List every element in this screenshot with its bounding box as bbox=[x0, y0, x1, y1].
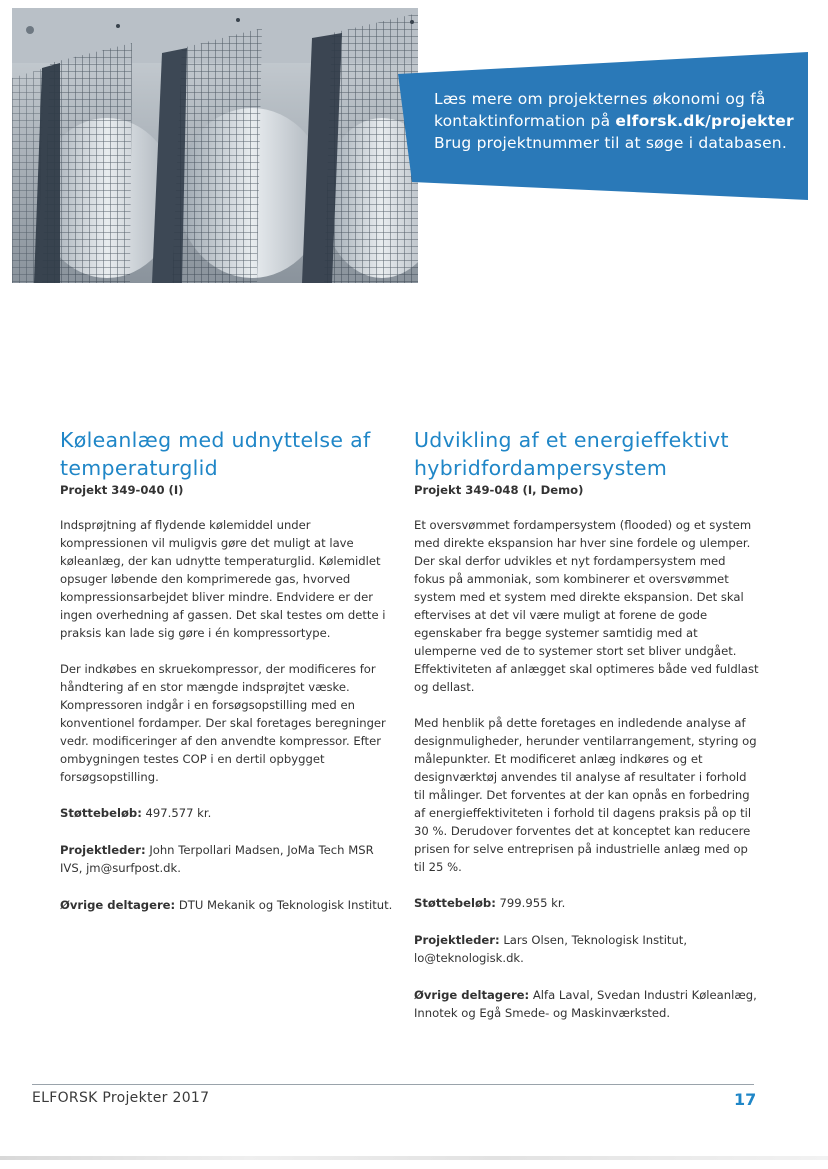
project-number: Projekt 349-040 (I) bbox=[60, 483, 184, 497]
others-label: Øvrige deltagere: bbox=[60, 898, 176, 912]
paragraph-1: Indsprøjtning af flydende kølemiddel under kompressionen vil muligvis gøre det muligt at lave køleanlæg, der kan udnytte temperaturglid. Kølemidlet opsuger løbende den komprimerede gas, hvorved kompressionsarbejdet bliver mindre. Endvidere er der ingen overhedning af gassen. Det skal testes om dette i praksis kan lade sig gøre i én kompressortype. bbox=[60, 518, 386, 640]
support-value: 799.955 kr. bbox=[499, 896, 566, 910]
support-amount bbox=[60, 804, 395, 822]
project-number: Projekt 349-048 (I, Demo) bbox=[414, 483, 584, 497]
others-value: DTU Mekanik og Teknologisk Institut. bbox=[178, 898, 393, 912]
article-title-line-2: hybridfordampersystem bbox=[414, 456, 668, 480]
article-body bbox=[414, 516, 759, 876]
article-title bbox=[60, 426, 395, 482]
info-banner bbox=[398, 52, 808, 200]
project-leader bbox=[414, 931, 759, 967]
scan-edge bbox=[0, 1156, 828, 1160]
paragraph-2: Der indkøbes en skruekompressor, der modificeres for håndtering af en stor mængde indsprøjtet væske. Kompressoren indgår i en forsøgsopstilling med en konventionel fordamper. Der skal foretages beregninger vedr. modificeringer af den anvendte kompressor. Efter ombygningen testes COP i en dertil opbygget forsøgsopstilling. bbox=[60, 662, 386, 784]
article-title-line-1: Udvikling af et energieffektivt bbox=[414, 428, 729, 452]
banner-line-2 bbox=[434, 110, 804, 132]
article-title-line-1: Køleanlæg med udnyttelse af bbox=[60, 428, 371, 452]
other-participants bbox=[60, 896, 395, 914]
support-amount bbox=[414, 894, 759, 912]
page-number: 17 bbox=[734, 1090, 757, 1109]
others-value: Alfa Laval, Svedan Industri Køleanlæg, Innotek og Egå Smede- og Maskinværksted. bbox=[414, 988, 757, 1020]
elforsk-link[interactable]: elforsk.dk/projekter bbox=[615, 112, 794, 130]
footer-divider bbox=[32, 1084, 754, 1085]
support-label: Støttebeløb: bbox=[414, 896, 496, 910]
article-body bbox=[60, 516, 395, 786]
leader-label: Projektleder: bbox=[60, 843, 146, 857]
paragraph-1: Et oversvømmet fordampersystem (flooded) og et system med direkte ekspansion har hver sine fordele og ulemper. Der skal derfor udvikles et nyt fordampersystem med fokus på ammoniak, som kombinerer et oversvømmet system med et system med direkte ekspansion. Det skal eftervises at det vil være muligt at forene de gode egenskaber fra begge systemer samtidig med at ulemperne ved de to systemer stort set bliver undgået. Effektiviteten af anlægget skal optimeres både ved fuldlast og dellast. bbox=[414, 518, 759, 694]
banner-text bbox=[434, 88, 804, 154]
other-participants bbox=[414, 986, 759, 1022]
evaporator-fans-illustration bbox=[12, 8, 418, 283]
publication-name: ELFORSK Projekter 2017 bbox=[32, 1090, 210, 1106]
article-title-line-2: temperaturglid bbox=[60, 456, 218, 480]
project-leader bbox=[60, 841, 395, 877]
leader-value: John Terpollari Madsen, JoMa Tech MSR IVS, jm@surfpost.dk. bbox=[60, 843, 374, 875]
banner-line-3: Brug projektnummer til at søge i databasen. bbox=[434, 134, 787, 152]
article-right bbox=[414, 426, 759, 1041]
banner-line-1: Læs mere om projekternes økonomi og få bbox=[434, 90, 766, 108]
leader-label: Projektleder: bbox=[414, 933, 500, 947]
support-label: Støttebeløb: bbox=[60, 806, 142, 820]
article-left bbox=[60, 426, 395, 933]
article-title bbox=[414, 426, 759, 482]
paragraph-2: Med henblik på dette foretages en indledende analyse af designmuligheder, herunder ventilarrangement, styring og målepunkter. Et modificeret anlæg indkøres og et designværktøj anvendes til analyse af resultater i forhold til målinger. Det forventes at der kan opnås en forbedring af energieffektiviteten i forhold til dagens praksis på op til 30 %. Derudover forventes det at konceptet kan reducere prisen for selve entreprisen på industrielle anlæg med op til 25 %. bbox=[414, 716, 757, 874]
banner-line-2-prefix: kontaktinformation på bbox=[434, 112, 616, 130]
header-photo bbox=[12, 8, 418, 283]
others-label: Øvrige deltagere: bbox=[414, 988, 530, 1002]
support-value: 497.577 kr. bbox=[145, 806, 212, 820]
leader-value: Lars Olsen, Teknologisk Institut, lo@teknologisk.dk. bbox=[414, 933, 688, 965]
